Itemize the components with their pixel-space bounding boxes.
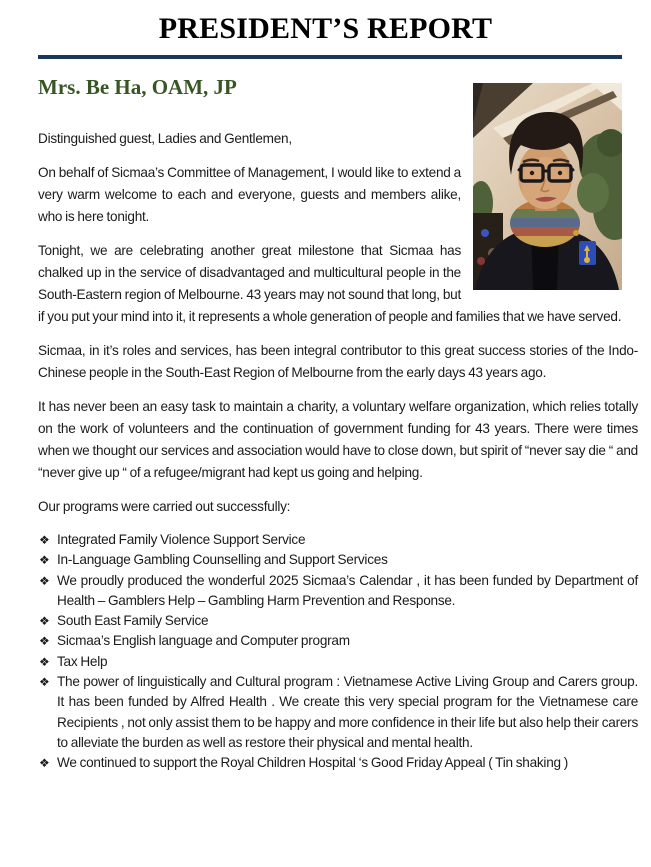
diamond-bullet-icon: ❖	[39, 675, 50, 690]
list-item-text: Tax Help	[57, 653, 108, 669]
diamond-bullet-icon: ❖	[39, 553, 50, 568]
paragraph-milestone: Tonight, we are celebrating another great milestone that Sicmaa has chalked up in the service of disadvantaged and multicultural people in the South-Eastern region of Melbourne. 43 years may not sound that long, but if you put your mind into it, it represents a whole generation of people and families that we have served.	[38, 243, 622, 324]
president-photo	[473, 83, 622, 290]
list-item-text: The power of linguistically and Cultural program : Vietnamese Active Living Group and Carers group. It has been funded by Alfred Health . We create this very special program for the Vietnamese care Recipients , not only assist them to be happy and more confidence in their life but also help their carers to alleviate the burden as well as restore their physical and mental health.	[57, 674, 638, 750]
report-content	[38, 75, 638, 774]
diamond-bullet-icon: ❖	[39, 634, 50, 649]
program-list	[38, 530, 638, 774]
paragraph-programs-intro: Our programs were carried out successfully:	[38, 499, 291, 514]
diamond-bullet-icon: ❖	[39, 756, 50, 771]
paragraph-charity: It has never been an easy task to maintain a charity, a voluntary welfare organization, which relies totally on the work of volunteers and the continuation of government funding for 43 years. There were times when we thought our services and association would have to close down, but spirit of “never say die “ and “never give up “ of a refugee/migrant had kept us going and helping.	[38, 399, 638, 480]
list-item-text: South East Family Service	[57, 613, 209, 629]
list-item-gambling-counselling	[38, 550, 638, 570]
list-item-good-friday-appeal	[38, 753, 638, 773]
paragraph-welcome: On behalf of Sicmaa’s Committee of Management, I would like to extend a very warm welcome to each and everyone, guests and members alike, who is here tonight.	[38, 165, 461, 224]
list-item-family-violence	[38, 530, 638, 550]
page-body	[0, 55, 651, 774]
list-item-tax-help	[38, 652, 638, 672]
list-item-text: We proudly produced the wonderful 2025 Sicmaa’s Calendar , it has been funded by Department of Health – Gamblers Help – Gambling Harm Prevention and Response.	[57, 572, 638, 608]
diamond-bullet-icon: ❖	[39, 573, 50, 588]
list-item-family-service	[38, 611, 638, 631]
paragraph-salutation: Distinguished guest, Ladies and Gentlemen,	[38, 131, 292, 146]
diamond-bullet-icon: ❖	[39, 614, 50, 629]
paragraph-contribution: Sicmaa, in it’s roles and services, has been integral contributor to this great success stories of the Indo-Chinese people in the South-East Region of Melbourne from the early days 43 years ago.	[38, 343, 638, 380]
list-item-text: Sicmaa’s English language and Computer program	[57, 633, 350, 649]
list-item-text: In-Language Gambling Counselling and Support Services	[57, 552, 388, 568]
title-divider-rule	[38, 55, 622, 59]
list-item-text: We continued to support the Royal Children Hospital ‘s Good Friday Appeal ( Tin shaking )	[57, 755, 569, 771]
diamond-bullet-icon: ❖	[39, 654, 50, 669]
author-name-heading: Mrs. Be Ha, OAM, JP	[38, 75, 237, 99]
list-item-active-living	[38, 672, 638, 753]
president-photo-illustration	[473, 83, 622, 290]
list-item-calendar	[38, 571, 638, 612]
list-item-english-computer	[38, 631, 638, 651]
diamond-bullet-icon: ❖	[39, 533, 50, 547]
list-item-text: Integrated Family Violence Support Service	[57, 532, 306, 547]
report-title: PRESIDENT’S REPORT	[158, 12, 493, 45]
